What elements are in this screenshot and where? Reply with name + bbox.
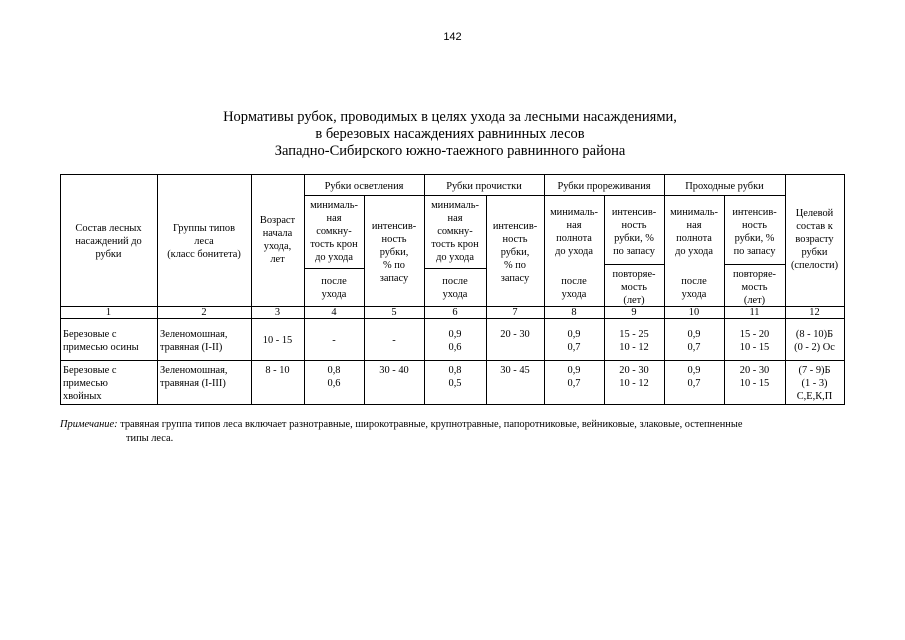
footnote-text-2: типы леса. [126, 433, 174, 444]
cell-target: (8 - 10)Б (0 - 2) Ос [794, 329, 835, 353]
header-repeat-passage: повторяе- мость (лет) [732, 269, 777, 306]
cell-age-start: 10 - 15 [262, 335, 293, 346]
header-after-care-cleaning: после ухода [442, 276, 468, 300]
cell-age-start: 8 - 10 [265, 365, 290, 376]
cell-value: 20 - 30 10 - 12 [619, 365, 649, 389]
cell-value: 15 - 25 10 - 12 [619, 329, 649, 353]
header-min-canopy-cleaning: минималь- ная сомкну- тость крон до ухода [431, 200, 479, 263]
header-forest-groups: Группы типов леса (класс бонитета) [167, 223, 241, 260]
footnote-text-1: травяная группа типов леса включает разнотравные, широкотравные, крупнотравные, папоротниковые, вейниковые, злаковые, остепненные [120, 419, 743, 430]
column-number: 4 [331, 307, 337, 318]
column-number: 8 [571, 307, 577, 318]
title-line-3: Западно-Сибирского южно-таежного равнинного района [274, 143, 626, 159]
cell-target: (7 - 9)Б (1 - 3) С,Е,К,П [796, 365, 833, 402]
column-number: 3 [274, 307, 281, 318]
cell-value: - [392, 335, 396, 346]
column-number: 2 [201, 307, 207, 318]
header-min-canopy-lightening: минималь- ная сомкну- тость крон до ухода [310, 200, 358, 263]
header-group-passage: Проходные рубки [685, 181, 764, 192]
cell-value: 0,8 0,5 [448, 365, 462, 389]
cell-value: 20 - 30 [500, 329, 530, 340]
column-number: 1 [105, 307, 112, 318]
header-intensity-passage: интенсив- ность рубки, % по запасу [732, 207, 777, 257]
header-after-care-lightening: после ухода [321, 276, 347, 300]
column-number: 5 [391, 307, 397, 318]
cell-value: - [332, 335, 336, 346]
header-intensity-lightening: интенсив- ность рубки, % по запасу [371, 221, 417, 284]
header-target: Целевой состав к возрасту рубки (спелости) [790, 208, 839, 271]
column-number: 7 [512, 307, 518, 318]
page-number: 142 [443, 31, 462, 43]
cell-value: 0,9 0,6 [448, 329, 462, 353]
cell-value: 0,9 0,7 [687, 329, 701, 353]
header-after-care-thinning: после ухода [561, 276, 587, 300]
header-repeat-thinning: повторяе- мость (лет) [612, 269, 656, 306]
cell-value: 30 - 40 [379, 365, 409, 376]
column-number: 12 [809, 307, 820, 318]
title-line-2: в березовых насаждениях равнинных лесов [315, 126, 585, 142]
column-number: 9 [631, 307, 637, 318]
header-group-lightening: Рубки осветления [324, 181, 404, 192]
header-after-care-passage: после ухода [681, 276, 707, 300]
cell-value: 0,9 0,7 [567, 329, 581, 353]
header-composition: Состав лесных насаждений до рубки [75, 223, 142, 260]
cell-forest-group: Зеленомошная, травяная (I-II) [160, 329, 228, 353]
cell-value: 0,9 0,7 [687, 365, 701, 389]
column-number: 6 [452, 307, 458, 318]
header-min-density-passage: минималь- ная полнота до ухода [670, 207, 718, 257]
header-age-start: Возраст начала ухода, лет [259, 215, 296, 265]
cell-forest-group: Зеленомошная, травяная (I-III) [160, 365, 228, 389]
cell-composition: Березовые с примесью осины [63, 329, 139, 353]
column-number: 10 [688, 307, 700, 318]
header-group-cleaning: Рубки прочистки [446, 181, 522, 192]
header-intensity-cleaning: интенсив- ность рубки, % по запасу [492, 221, 538, 284]
header-min-density-thinning: минималь- ная полнота до ухода [550, 207, 598, 257]
title-line-1: Нормативы рубок, проводимых в целях ухода за лесными насаждениями, [223, 109, 677, 125]
footnote [60, 418, 860, 446]
footnote-label: Примечание: [60, 419, 118, 430]
column-number: 11 [749, 307, 760, 318]
cell-value: 0,9 0,7 [567, 365, 581, 389]
header-group-thinning: Рубки прореживания [557, 181, 651, 192]
cell-value: 30 - 45 [500, 365, 530, 376]
cell-composition: Березовые с примесью хвойных [63, 365, 117, 402]
cell-value: 0,8 0,6 [327, 365, 341, 389]
cell-value: 15 - 20 10 - 15 [739, 329, 770, 353]
cell-value: 20 - 30 10 - 15 [739, 365, 770, 389]
header-intensity-thinning: интенсив- ность рубки, % по запасу [611, 207, 657, 257]
